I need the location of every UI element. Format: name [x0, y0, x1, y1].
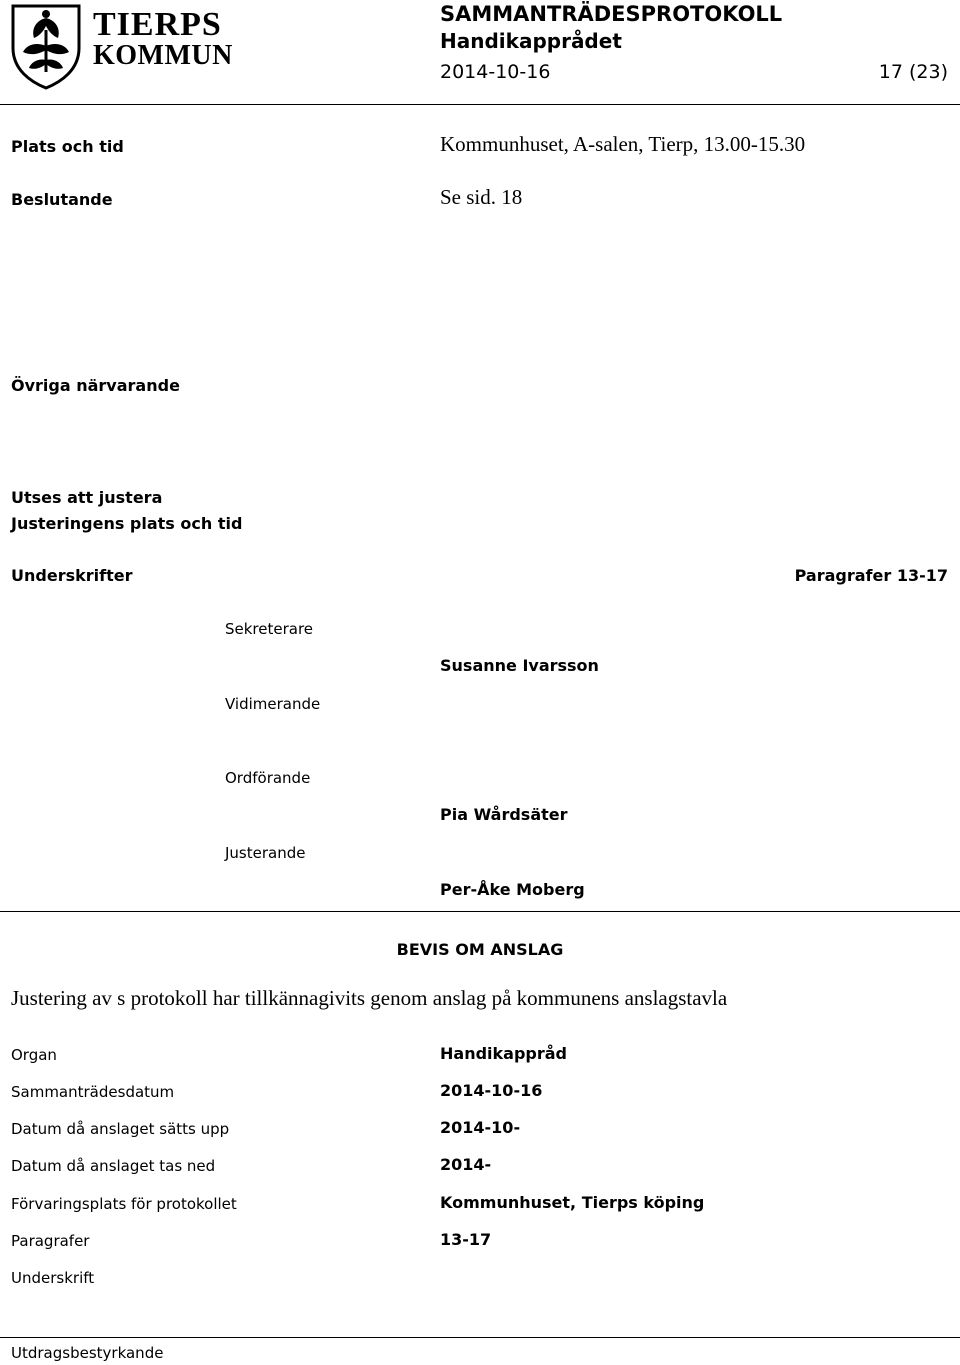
certifying-role: Vidimerande: [225, 695, 321, 713]
notice-paragraphs-label: Paragrafer: [11, 1232, 90, 1250]
notice-paragraphs-value: 13-17: [440, 1230, 492, 1249]
coat-of-arms-icon: [9, 2, 83, 90]
signatures-label: Underskrifter: [11, 566, 133, 585]
municipality-logo: [9, 2, 233, 92]
posting-date-label: Datum då anslaget sätts upp: [11, 1120, 230, 1138]
notice-title: BEVIS OM ANSLAG: [396, 940, 564, 959]
adjust-place-label: Justeringens plats och tid: [11, 514, 243, 533]
paragraphs-range: Paragrafer 13-17: [794, 566, 948, 585]
document-type-title: SAMMANTRÄDESPROTOKOLL: [440, 2, 783, 26]
place-label: Plats och tid: [11, 137, 124, 156]
storage-place-value: Kommunhuset, Tierps köping: [440, 1193, 705, 1212]
storage-place-label: Förvaringsplats för protokollet: [11, 1195, 237, 1213]
meeting-date: 2014-10-16: [440, 61, 551, 83]
notice-signature-label: Underskrift: [11, 1269, 95, 1287]
others-present-label: Övriga närvarande: [11, 376, 180, 395]
deciding-value: Se sid. 18: [440, 185, 523, 209]
secretary-role: Sekreterare: [225, 620, 314, 638]
header-divider: [0, 104, 960, 105]
deciding-label: Beslutande: [11, 190, 113, 209]
chair-role: Ordförande: [225, 769, 311, 787]
chair-name: Pia Wårdsäter: [440, 805, 568, 824]
page-number: 17 (23): [878, 61, 948, 83]
logo-wordmark-line1: TIERPS: [93, 6, 222, 43]
adjuster-role: Justerande: [225, 844, 306, 862]
posting-date-value: 2014-10-: [440, 1118, 521, 1137]
notice-divider: [0, 911, 960, 912]
removal-date-value: 2014-: [440, 1155, 492, 1174]
meeting-date-value: 2014-10-16: [440, 1081, 543, 1100]
adjusters-label: Utses att justera: [11, 488, 163, 507]
adjuster-name: Per-Åke Moberg: [440, 880, 585, 899]
committee-name: Handikapprådet: [440, 29, 622, 53]
organ-value: Handikappråd: [440, 1044, 567, 1063]
removal-date-label: Datum då anslaget tas ned: [11, 1157, 216, 1175]
secretary-name: Susanne Ivarsson: [440, 656, 599, 675]
organ-label: Organ: [11, 1046, 57, 1064]
extract-certification-label: Utdragsbestyrkande: [11, 1344, 164, 1362]
footer-divider: [0, 1337, 960, 1338]
place-value: Kommunhuset, A-salen, Tierp, 13.00-15.30: [440, 132, 806, 156]
logo-wordmark-line2: KOMMUN: [93, 40, 233, 71]
meeting-date-label: Sammanträdesdatum: [11, 1083, 175, 1101]
notice-statement: Justering av s protokoll har tillkännagivits genom anslag på kommunens anslagstavla: [11, 986, 728, 1010]
